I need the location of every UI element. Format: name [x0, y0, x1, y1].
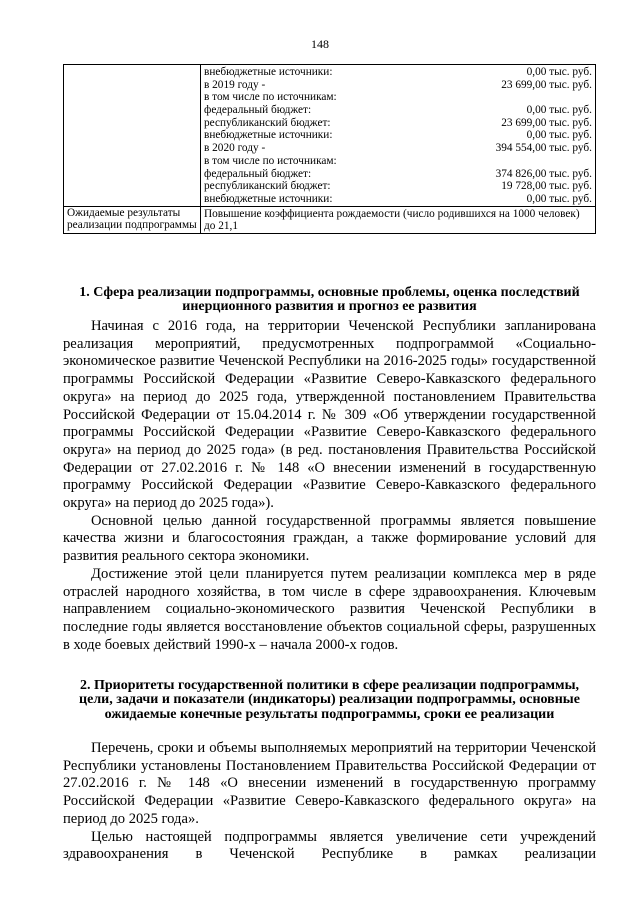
table-row [64, 65, 596, 207]
finance-label: федеральный бюджет: [204, 167, 312, 180]
table-row [64, 206, 596, 233]
finance-value: 0,00 тыс. руб. [526, 129, 592, 142]
finance-value: 0,00 тыс. руб. [526, 192, 592, 205]
finance-label: в 2019 году - [204, 78, 266, 91]
section-2-body [63, 740, 596, 864]
finance-label: в том числе по источникам: [204, 154, 337, 167]
finance-label: внебюджетные источники: [204, 66, 333, 78]
finance-label: республиканский бюджет: [204, 180, 331, 193]
results-label-cell: Ожидаемые результаты реализации подпрограммы [64, 206, 201, 233]
finance-label: внебюджетные источники: [204, 129, 333, 142]
paragraph: Основной целью данной государственной программы является повышение качества жизни и благосостояния граждан, а также формирование условий для развития реального сектора экономики. [63, 512, 596, 565]
finance-value: 23 699,00 тыс. руб. [501, 78, 592, 91]
empty-label-cell [64, 65, 201, 207]
section-2-heading: 2. Приоритеты государственной политики в сфере реализации подпрограммы, цели, задачи и показатели (индикаторы) реализации подпрограммы, основные ожидаемые конечные результаты подпрограммы, сроки ее реализации [79, 678, 580, 722]
finance-value: 0,00 тыс. руб. [526, 66, 592, 78]
finance-row [204, 193, 592, 206]
paragraph: Начиная с 2016 года, на территории Чеченской Республики запланирована реализация мероприятий, предусмотренных подпрограммой «Социально-экономическое развитие Чеченской Республики на 2016-2025 годы» государственной программы Российской Федерации «Развитие Северо-Кавказского федерального округа» на период до 2025 года, утвержденной постановлением Правительства Российской Федерации от 15.04.2014 г. № 309 «Об утверждении государственной программы Российской Федерации «Развитие Северо-Кавказского федерального округа» на период до 2025 года» (в ред. постановления Правительства Российской Федерации от 27.02.2016 г. № 148 «О внесении изменений в государственную программу Российской Федерации «Развитие Северо-Кавказского федерального округа» на период до 2025 года»). [63, 318, 596, 512]
finance-label: в 2020 году - [204, 142, 266, 155]
finance-row [204, 79, 592, 92]
finance-row [204, 91, 592, 104]
finance-row [204, 129, 592, 142]
finance-row [204, 180, 592, 193]
finance-row [204, 117, 592, 130]
finance-label: федеральный бюджет: [204, 104, 312, 117]
finance-label: внебюджетные источники: [204, 192, 333, 205]
finance-row [204, 66, 592, 79]
paragraph: Перечень, сроки и объемы выполняемых мероприятий на территории Чеченской Республики установлены Постановлением Правительства Российской Федерации от 27.02.2016 г. № 148 «О внесении изменений в государственную программу Российской Федерации «Развитие Северо-Кавказского федерального округа» на период до 2025 года». [63, 740, 596, 827]
finance-row [204, 168, 592, 181]
finance-value: 19 728,00 тыс. руб. [501, 180, 592, 193]
finance-label: республиканский бюджет: [204, 116, 331, 129]
finance-row [204, 155, 592, 168]
finance-value: 374 826,00 тыс. руб. [495, 167, 592, 180]
financing-table [63, 64, 596, 234]
financing-cell [201, 65, 596, 207]
finance-value: 0,00 тыс. руб. [526, 104, 592, 117]
paragraph: Целью настоящей подпрограммы является увеличение сети учреждений здравоохранения в Чеченской Республике в рамках реализации [63, 828, 596, 863]
finance-label: в том числе по источникам: [204, 91, 337, 104]
finance-value: 394 554,00 тыс. руб. [495, 142, 592, 155]
page-number: 148 [311, 37, 329, 51]
results-text-cell: Повышение коэффициента рождаемости (число родившихся на 1000 человек) до 21,1 [201, 206, 596, 233]
finance-value: 23 699,00 тыс. руб. [501, 116, 592, 129]
paragraph: Достижение этой цели планируется путем реализации комплекса мер в ряде отраслей народного хозяйства, в том числе в сфере здравоохранения. Ключевым направлением социально-экономического развития Чеченской Республики в последние годы является восстановление объектов социальной сферы, разрушенных в ходе боевых действий 1990-х – начала 2000-х годов. [63, 565, 596, 653]
finance-row [204, 104, 592, 117]
section-1-heading: 1. Сфера реализации подпрограммы, основные проблемы, оценка последствий инерционного развития и прогноз ее развития [79, 285, 580, 315]
section-1-body [63, 318, 596, 654]
finance-row [204, 142, 592, 155]
